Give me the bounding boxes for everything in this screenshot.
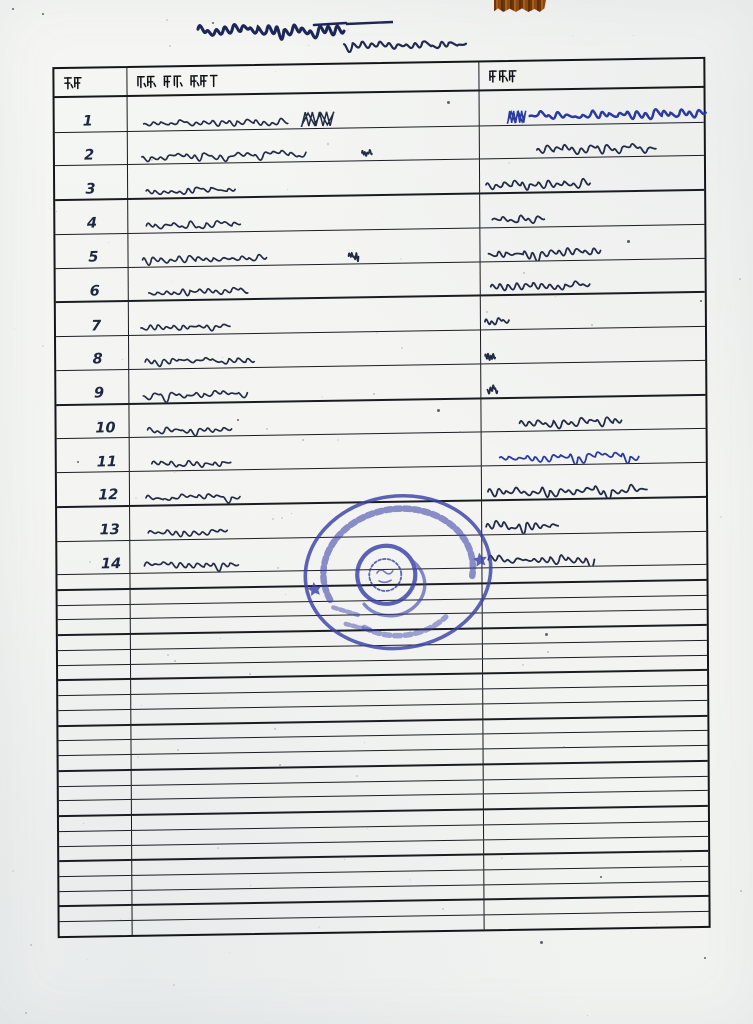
noise-speck	[172, 281, 173, 282]
noise-speck	[77, 461, 79, 463]
handwritten-signature	[481, 327, 705, 363]
row-number: 7	[56, 302, 129, 336]
empty-cell	[59, 800, 132, 815]
noise-speck	[447, 101, 450, 104]
row-number: 14	[57, 540, 130, 574]
noise-speck	[740, 890, 742, 892]
noise-speck	[222, 357, 223, 358]
row-number: 4	[55, 200, 128, 234]
noise-speck	[720, 516, 722, 518]
handwritten-signature	[482, 429, 706, 465]
row-number: 8	[56, 336, 129, 370]
handwritten-signature	[482, 498, 706, 534]
noise-speck	[151, 159, 153, 161]
handwriting-stroke	[486, 547, 598, 568]
row-number: 3	[55, 165, 128, 199]
empty-cell	[483, 610, 707, 627]
noise-speck	[631, 932, 632, 933]
noise-speck	[174, 660, 176, 662]
row-number: 11	[57, 438, 130, 472]
handwritten-subtitle	[342, 31, 476, 57]
noise-speck	[321, 396, 323, 398]
noise-speck	[174, 472, 175, 473]
handwritten-name	[129, 364, 481, 402]
row-number: 10	[56, 405, 129, 439]
empty-cell	[483, 656, 707, 673]
noise-speck	[572, 36, 573, 37]
noise-speck	[108, 242, 109, 243]
handwritten-signature	[480, 191, 704, 227]
handwriting-stroke	[517, 411, 625, 432]
noise-speck	[83, 823, 84, 824]
handwritten-signature	[481, 396, 705, 432]
empty-cell	[58, 605, 131, 620]
handwriting-stroke	[483, 344, 499, 363]
noise-speck	[30, 944, 32, 946]
printed-text-glyphs	[135, 72, 226, 88]
handwriting-stroke	[483, 310, 513, 329]
row-number: 9	[56, 370, 129, 404]
noise-speck	[663, 851, 665, 853]
noise-speck	[12, 8, 14, 10]
handwriting-stroke	[360, 144, 376, 160]
handwriting-stroke	[528, 102, 710, 124]
handwritten-signature	[482, 463, 706, 499]
noise-speck	[340, 64, 341, 65]
noise-speck	[739, 278, 741, 280]
handwritten-signature	[481, 361, 705, 397]
handwriting-stroke	[484, 514, 562, 534]
empty-cell	[58, 740, 131, 755]
handwritten-signature	[480, 225, 704, 261]
noise-speck	[42, 345, 44, 347]
noise-speck	[217, 847, 219, 849]
row-number: 12	[57, 472, 130, 506]
noise-speck	[501, 857, 503, 859]
handwriting-stroke	[140, 247, 270, 266]
empty-cell	[59, 786, 132, 801]
handwritten-name	[128, 228, 480, 266]
noise-speck	[42, 13, 44, 15]
handwriting-stroke	[139, 316, 234, 334]
handwriting-stroke	[147, 281, 252, 300]
handwritten-name	[129, 399, 481, 437]
empty-cell	[483, 701, 707, 718]
handwritten-name	[129, 262, 481, 300]
noise-speck	[74, 461, 75, 462]
empty-cell	[58, 665, 131, 680]
empty-cell	[58, 590, 131, 605]
noise-speck	[237, 419, 239, 421]
column-header-signature	[479, 59, 703, 90]
noise-speck	[266, 428, 268, 430]
noise-speck	[249, 673, 251, 675]
noise-speck	[627, 240, 630, 243]
row-number: 2	[55, 132, 128, 166]
handwriting-stroke	[485, 378, 501, 397]
empty-cell	[59, 845, 132, 860]
empty-cell	[58, 619, 131, 634]
noise-speck	[285, 594, 286, 595]
empty-cell	[60, 921, 133, 936]
empty-cell	[485, 912, 709, 929]
column-header-name	[127, 62, 479, 95]
handwriting-stroke	[142, 111, 292, 130]
noise-speck	[14, 328, 15, 329]
noise-speck	[169, 45, 171, 47]
noise-speck	[373, 393, 375, 395]
empty-cell	[484, 836, 708, 853]
handwritten-name	[129, 331, 481, 369]
handwriting-stroke	[144, 214, 244, 233]
handwriting-stroke	[144, 486, 244, 505]
crossed-out-scribble	[506, 108, 528, 124]
noise-speck	[523, 272, 525, 274]
handwriting-stroke	[142, 554, 242, 573]
noise-speck	[376, 332, 378, 334]
empty-cell	[58, 726, 131, 741]
noise-speck	[87, 959, 88, 960]
empty-cell	[59, 876, 132, 891]
handwritten-name	[130, 433, 482, 471]
handwritten-name	[129, 297, 481, 335]
noise-speck	[337, 439, 339, 441]
noise-speck	[141, 705, 142, 706]
row-number: 13	[57, 507, 130, 541]
noise-speck	[371, 574, 372, 575]
handwriting-stroke	[146, 419, 236, 437]
noise-speck	[279, 764, 281, 766]
noise-speck	[166, 19, 168, 21]
handwriting-stroke	[486, 478, 651, 500]
empty-cell	[59, 816, 132, 831]
noise-speck	[633, 35, 634, 36]
empty-cell	[57, 574, 130, 589]
noise-speck	[364, 742, 365, 743]
stamp-emblem-marks	[377, 568, 395, 583]
noise-speck	[167, 654, 169, 656]
noise-speck	[680, 859, 682, 861]
empty-cell	[58, 635, 131, 650]
empty-cell	[59, 831, 132, 846]
handwriting-stroke	[535, 137, 660, 158]
handwriting-stroke	[489, 274, 594, 295]
empty-cell	[59, 891, 132, 906]
handwriting-stroke	[150, 452, 235, 470]
noise-speck	[700, 300, 702, 302]
handwritten-name	[128, 195, 480, 233]
noise-speck	[274, 728, 276, 730]
noise-speck	[173, 984, 175, 986]
noise-speck	[437, 409, 440, 412]
row-number: 5	[55, 234, 128, 268]
noise-speck	[600, 876, 602, 878]
handwritten-signature	[482, 531, 706, 567]
handwritten-signature	[480, 123, 704, 159]
handwritten-signature	[480, 156, 704, 192]
printed-text-glyphs	[62, 75, 84, 90]
row-number: 6	[56, 268, 129, 302]
noise-speck	[25, 1012, 27, 1014]
noise-speck	[220, 638, 221, 639]
noise-speck	[122, 359, 123, 360]
noise-speck	[50, 208, 51, 209]
handwriting-stroke	[143, 350, 258, 369]
handwritten-signature	[480, 88, 710, 125]
noise-speck	[212, 22, 214, 24]
noise-speck	[563, 746, 565, 748]
tape-stain	[494, 0, 546, 12]
handwriting-stroke	[140, 145, 310, 165]
noise-speck	[401, 347, 403, 349]
empty-cell	[58, 650, 131, 665]
handwritten-name	[128, 91, 480, 130]
empty-cell	[484, 791, 708, 808]
noise-speck	[318, 926, 320, 928]
noise-speck	[89, 561, 91, 563]
empty-cell	[59, 755, 132, 770]
handwriting-stroke	[486, 240, 604, 261]
handwriting-stroke	[484, 172, 594, 193]
handwriting-stroke	[498, 444, 643, 465]
noise-speck	[508, 162, 510, 164]
handwriting-stroke	[490, 207, 548, 227]
stamp-graphic	[288, 473, 510, 671]
noise-speck	[486, 311, 488, 313]
noise-speck	[344, 859, 345, 860]
empty-cell	[482, 565, 706, 582]
row-number: 1	[55, 97, 128, 132]
handwriting-stroke	[146, 521, 231, 539]
handwriting-stroke	[342, 31, 470, 53]
printed-text-glyphs	[487, 68, 519, 84]
empty-cell	[59, 861, 132, 876]
noise-speck	[177, 749, 179, 751]
empty-cell	[59, 906, 132, 921]
noise-speck	[12, 870, 14, 872]
handwriting-stroke	[144, 179, 239, 197]
noise-speck	[545, 633, 548, 636]
noise-speck	[367, 828, 368, 829]
handwritten-name	[128, 126, 480, 164]
noise-speck	[540, 941, 543, 944]
noise-speck	[305, 119, 307, 121]
handwritten-name	[128, 160, 480, 198]
handwriting-stroke	[141, 384, 251, 403]
noise-speck	[587, 1015, 588, 1016]
empty-cell	[484, 746, 708, 763]
empty-cell	[484, 882, 708, 899]
empty-cell	[58, 695, 131, 710]
noise-speck	[704, 957, 706, 959]
empty-cell	[58, 680, 131, 695]
stamp-emblem-ring	[367, 557, 403, 593]
official-stamp	[288, 473, 510, 671]
empty-cell	[59, 771, 132, 786]
noise-speck	[229, 952, 230, 953]
stamp-ring-text-bottom	[364, 616, 447, 641]
handwritten-signature	[481, 259, 705, 295]
stamp-inner-circle	[354, 542, 420, 608]
column-header-num	[54, 68, 127, 96]
empty-cell	[58, 710, 131, 725]
noise-speck	[98, 420, 100, 422]
handwriting-stroke	[347, 246, 363, 262]
